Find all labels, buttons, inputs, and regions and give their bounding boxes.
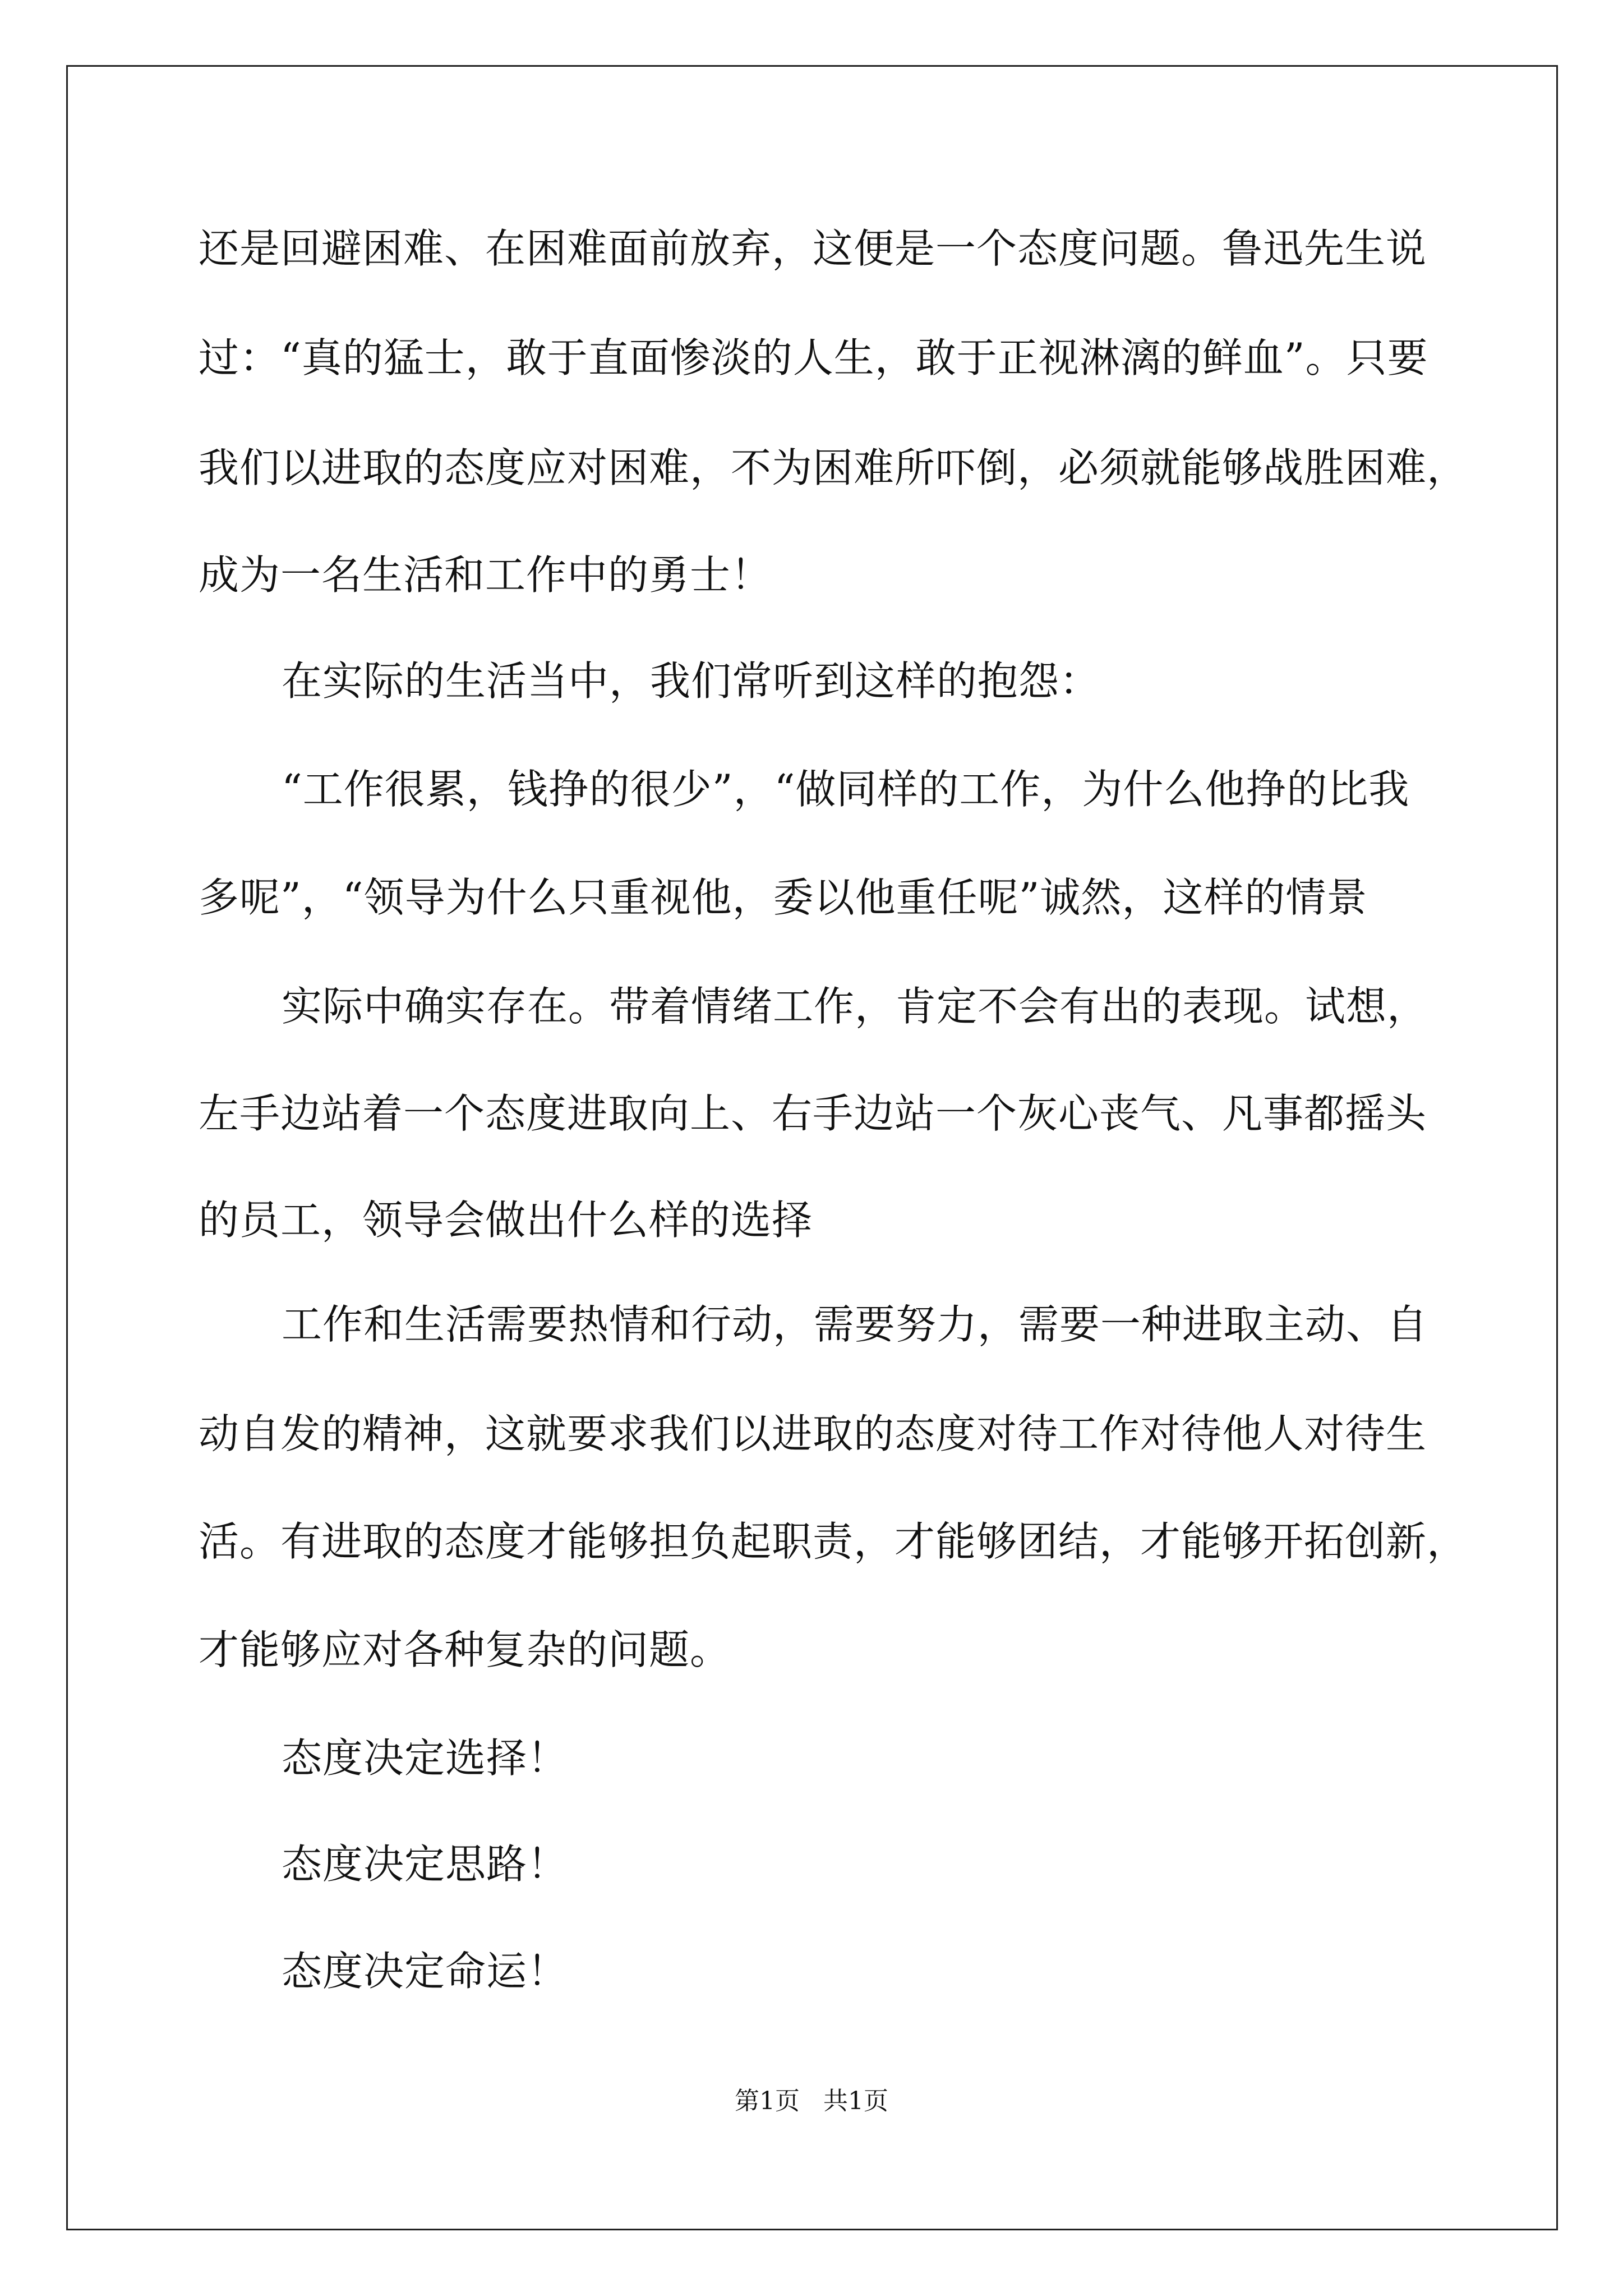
paragraph-line: 工作和生活需要热情和行动，需要努力，需要一种进取主动、自 <box>282 1301 1428 1348</box>
paragraph-line: 多呢”，“领导为什么只重视他，委以他重任呢”诚然，这样的情景 <box>199 874 1368 921</box>
paragraph-line: 活。有进取的态度才能够担负起职责，才能够团结，才能够开拓创新， <box>199 1518 1468 1565</box>
paragraph-line: 我们以进取的态度应对困难，不为困难所吓倒，必须就能够战胜困难， <box>199 444 1468 491</box>
paragraph-line: 还是回避困难、在困难面前放弃，这便是一个态度问题。鲁迅先生说 <box>199 225 1427 272</box>
paragraph-line: 态度决定选择！ <box>282 1734 569 1782</box>
paragraph-line: 才能够应对各种复杂的问题。 <box>199 1626 731 1673</box>
paragraph-line: 在实际的生活当中，我们常听到这样的抱怨： <box>282 657 1101 705</box>
page-footer <box>0 2085 1623 2118</box>
paragraph-line: 动自发的精神，这就要求我们以进取的态度对待工作对待他人对待生 <box>199 1410 1427 1457</box>
paragraph-line: 态度决定命运！ <box>282 1948 569 1995</box>
paragraph-line: 过：“真的猛士，敢于直面惨淡的人生，敢于正视淋漓的鲜血”。只要 <box>199 334 1428 381</box>
paragraph-line: 成为一名生活和工作中的勇士！ <box>199 551 772 599</box>
paragraph-line: 左手边站着一个态度进取向上、右手边站一个灰心丧气、凡事都摇头 <box>199 1090 1427 1137</box>
page-total: 共1页 <box>823 2087 888 2115</box>
page-border <box>66 65 1558 2230</box>
page-number: 第1页 <box>735 2087 800 2115</box>
paragraph-line: “工作很累，钱挣的很少”，“做同样的工作，为什么他挣的比我 <box>282 766 1410 813</box>
paragraph-line: 实际中确实存在。带着情绪工作，肯定不会有出的表现。试想， <box>282 983 1428 1030</box>
paragraph-line: 态度决定思路！ <box>282 1841 569 1888</box>
paragraph-line: 的员工，领导会做出什么样的选择 <box>199 1197 813 1244</box>
